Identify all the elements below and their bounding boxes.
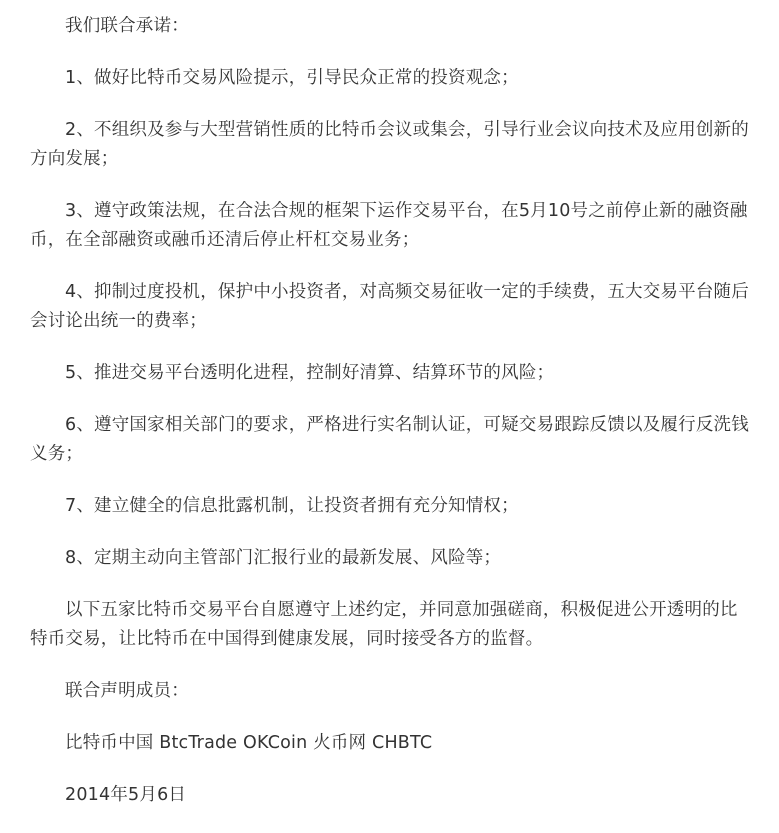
- commitment-item-1: 1、做好比特币交易风险提示，引导民众正常的投资观念；: [65, 68, 519, 88]
- commitment-item-5: 5、推进交易平台透明化进程，控制好清算、结算环节的风险；: [65, 363, 555, 383]
- document-body: [30, 12, 755, 833]
- members-list: 比特币中国 BtcTrade OKCoin 火币网 CHBTC: [65, 733, 433, 753]
- commitment-item-3: 3、遵守政策法规，在合法合规的框架下运作交易平台，在5月10号之前停止新的融资融币，在全部融资或融币还清后停止杆杠交易业务；: [30, 201, 748, 250]
- commitment-item-7: 7、建立健全的信息批露机制，让投资者拥有充分知情权；: [65, 496, 519, 516]
- commitment-item-6: 6、遵守国家相关部门的要求，严格进行实名制认证，可疑交易跟踪反馈以及履行反洗钱义务；: [30, 415, 749, 464]
- members-label: 联合声明成员：: [65, 681, 189, 701]
- commitment-item-4: 4、抑制过度投机，保护中小投资者，对高频交易征收一定的手续费，五大交易平台随后会讨论出统一的费率；: [30, 282, 749, 331]
- commitment-item-8: 8、定期主动向主管部门汇报行业的最新发展、风险等；: [65, 548, 502, 568]
- commitment-item-2: 2、不组织及参与大型营销性质的比特币会议或集会，引导行业会议向技术及应用创新的方向发展；: [30, 120, 749, 169]
- intro-text: 我们联合承诺：: [65, 16, 189, 36]
- closing-paragraph: 以下五家比特币交易平台自愿遵守上述约定，并同意加强磋商，积极促进公开透明的比特币交易，让比特币在中国得到健康发展，同时接受各方的监督。: [30, 600, 738, 649]
- statement-date: 2014年5月6日: [65, 785, 187, 805]
